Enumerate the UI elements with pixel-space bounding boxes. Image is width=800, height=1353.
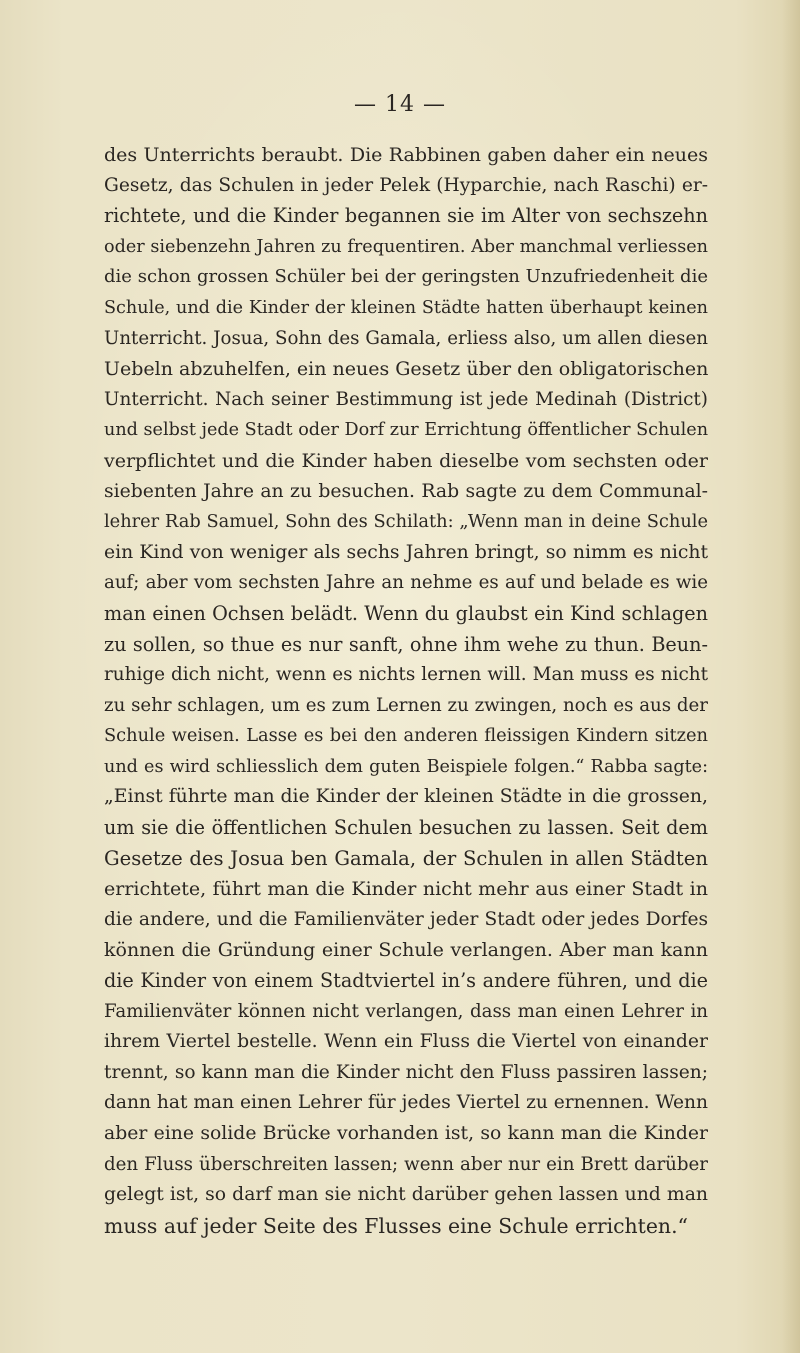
- text-line: den Fluss überschreiten lassen; wenn aber nur ein Brett darüber: [104, 1153, 708, 1175]
- text-line: Schule weisen. Lasse es bei den anderen fleissigen Kindern sitzen: [104, 725, 708, 747]
- text-line: und selbst jede Stadt oder Dorf zur Errichtung öffentlicher Schulen: [104, 420, 709, 441]
- text-line: zu sollen, so thue es nur sanft, ohne ihm wehe zu thun. Beun-: [104, 632, 708, 656]
- text-line: ruhige dich nicht, wenn es nichts lernen will. Man muss es nicht: [104, 664, 708, 686]
- text-line: auf; aber vom sechsten Jahre an nehme es auf und belade es wie: [104, 572, 708, 594]
- text-line: die Kinder von einem Stadtviertel in’s andere führen, und die: [104, 969, 708, 993]
- body-text: [104, 140, 708, 1241]
- page-number: — 14 —: [354, 92, 446, 117]
- text-line: des Unterrichts beraubt. Die Rabbinen gaben daher ein neues: [104, 144, 708, 166]
- text-line: gelegt ist, so darf man sie nicht darüber gehen lassen und man: [104, 1184, 708, 1206]
- text-line: die schon grossen Schüler bei der geringsten Unzufriedenheit die: [104, 266, 708, 288]
- text-line: richtete, und die Kinder begannen sie im Alter von sechszehn: [104, 204, 708, 228]
- text-line: Gesetz, das Schulen in jeder Pelek (Hyparchie, nach Raschi) er-: [104, 174, 708, 196]
- text-line: ihrem Viertel bestelle. Wenn ein Fluss die Viertel von einander: [104, 1031, 708, 1053]
- text-line: Familienväter können nicht verlangen, dass man einen Lehrer in: [104, 1000, 708, 1022]
- text-line: siebenten Jahre an zu besuchen. Rab sagte zu dem Communal-: [104, 480, 708, 502]
- text-line: oder siebenzehn Jahren zu frequentiren. Aber manchmal verliessen: [104, 236, 708, 257]
- text-line: aber eine solide Brücke vorhanden ist, so kann man die Kinder: [104, 1123, 708, 1144]
- text-line: trennt, so kann man die Kinder nicht den Fluss passiren lassen;: [104, 1061, 708, 1083]
- text-line: Schule, und die Kinder der kleinen Städte hatten überhaupt keinen: [104, 297, 708, 318]
- text-line: errichtete, führt man die Kinder nicht mehr aus einer Stadt in: [104, 878, 708, 901]
- text-line: Gesetze des Josua ben Gamala, der Schulen in allen Städten: [104, 846, 708, 870]
- text-line: Unterricht. Josua, Sohn des Gamala, erliess also, um allen diesen: [104, 327, 708, 349]
- text-line: man einen Ochsen belädt. Wenn du glaubst ein Kind schlagen: [104, 601, 708, 625]
- text-line: die andere, und die Familienväter jeder Stadt oder jedes Dorfes: [104, 908, 708, 930]
- text-line: lehrer Rab Samuel, Sohn des Schilath: „Wenn man in deine Schule: [104, 511, 708, 533]
- text-line: Unterricht. Nach seiner Bestimmung ist jede Medinah (District): [104, 388, 708, 410]
- text-line: „Einst führte man die Kinder der kleinen Städte in die grossen,: [104, 786, 708, 808]
- text-line: dann hat man einen Lehrer für jedes Viertel zu ernennen. Wenn: [104, 1092, 708, 1114]
- text-line: und es wird schliesslich dem guten Beispiele folgen.“ Rabba sagte:: [104, 756, 708, 777]
- text-line: zu sehr schlagen, um es zum Lernen zu zwingen, noch es aus der: [104, 694, 708, 716]
- text-line: Uebeln abzuhelfen, ein neues Gesetz über den obligatorischen: [104, 358, 709, 381]
- page-edge-shadow: [782, 0, 800, 1353]
- text-line: muss auf jeder Seite des Flusses eine Schule errichten.“: [104, 1213, 688, 1238]
- text-line: können die Gründung einer Schule verlangen. Aber man kann: [104, 939, 708, 962]
- text-line: um sie die öffentlichen Schulen besuchen zu lassen. Seit dem: [104, 816, 708, 840]
- text-line: ein Kind von weniger als sechs Jahren bringt, so nimm es nicht: [104, 541, 708, 563]
- text-line: verpflichtet und die Kinder haben dieselbe vom sechsten oder: [104, 449, 708, 472]
